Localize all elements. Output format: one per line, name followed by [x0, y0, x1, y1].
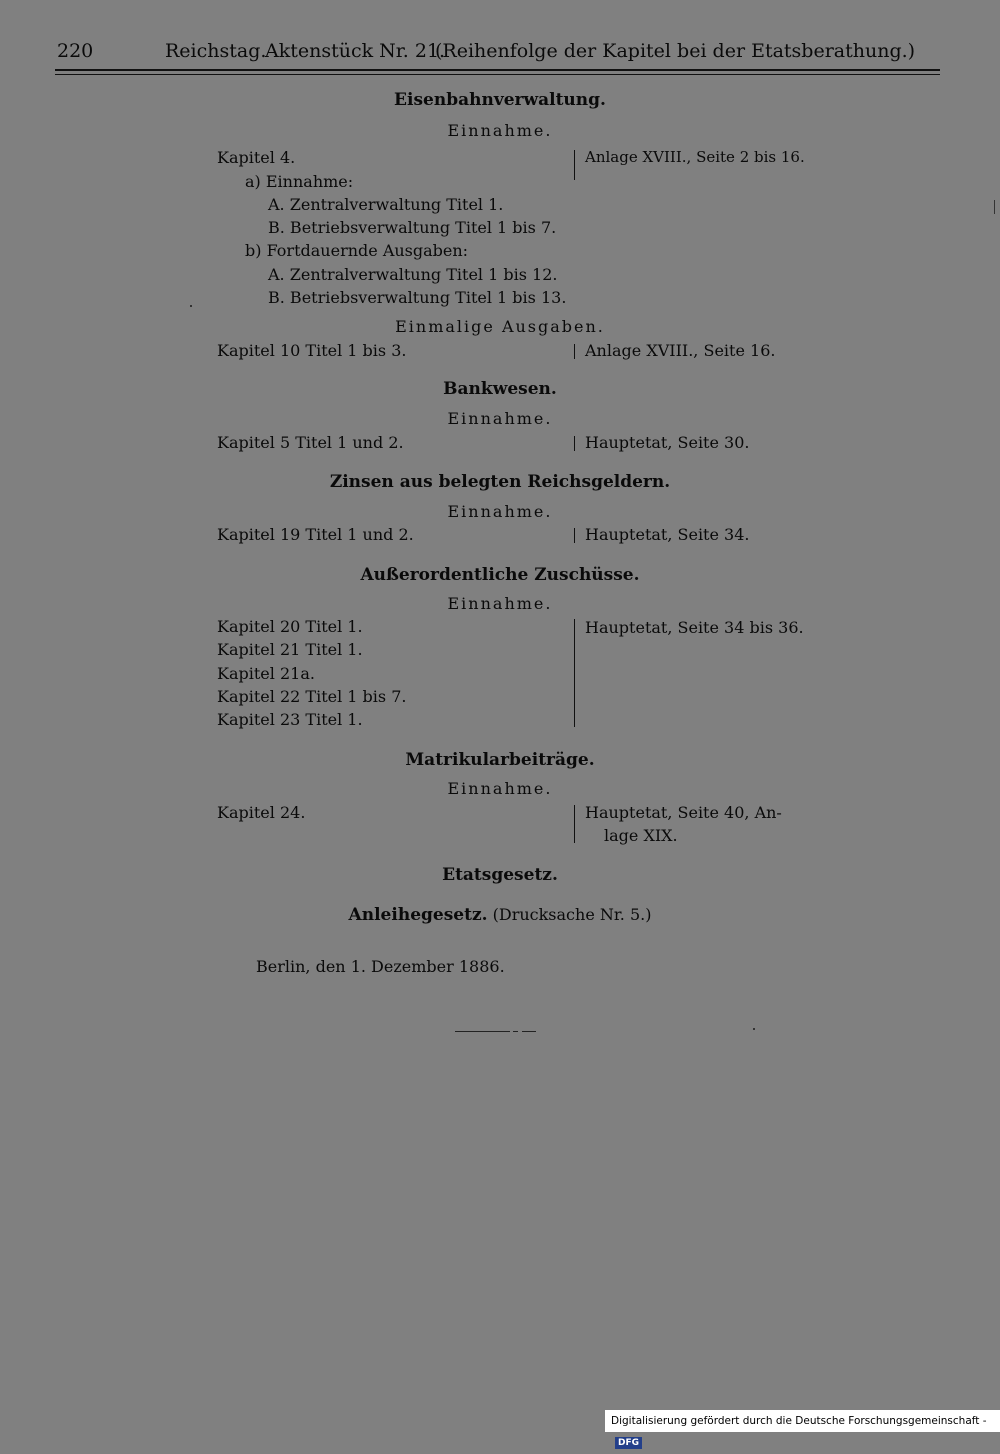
line-kapitel-4: Kapitel 4. — [217, 148, 296, 167]
section-title-zuschuesse: Außerordentliche Zuschüsse. — [360, 565, 640, 585]
reference-anlage-16: Anlage XVIII., Seite 16. — [585, 341, 776, 360]
header-subtitle: (Reihenfolge der Kapitel bei der Etatsberathung.) — [435, 40, 916, 62]
reference-hauptetat-30: Hauptetat, Seite 30. — [585, 433, 750, 452]
section-title-eisenbahnverwaltung: Eisenbahnverwaltung. — [394, 90, 606, 110]
header-reichstag: Reichstag. — [165, 40, 267, 62]
reference-hauptetat-40: Hauptetat, Seite 40, An- — [585, 803, 782, 822]
dfg-logo: DFG — [615, 1437, 642, 1449]
line-zentralverwaltung: A. Zentralverwaltung Titel 1. — [268, 195, 504, 214]
section-subtitle-einmalig: Einmalige Ausgaben. — [395, 317, 605, 336]
scan-speck — [190, 305, 192, 307]
reference-hauptetat-34: Hauptetat, Seite 34. — [585, 525, 750, 544]
section-subtitle: Einnahme. — [447, 779, 553, 798]
column-divider — [574, 528, 575, 543]
column-divider — [574, 805, 575, 843]
scan-speck — [753, 1028, 755, 1030]
digitization-footer — [605, 1410, 1000, 1448]
page-number: 220 — [57, 40, 94, 62]
line-kapitel-24: Kapitel 24. — [217, 803, 306, 822]
end-rule — [455, 1031, 510, 1032]
line-kapitel-22: Kapitel 22 Titel 1 bis 7. — [217, 687, 407, 706]
line-zentralverwaltung-ausgaben: A. Zentralverwaltung Titel 1 bis 12. — [268, 265, 558, 284]
line-fortdauernde-ausgaben: b) Fortdauernde Ausgaben: — [245, 241, 469, 260]
section-subtitle: Einnahme. — [447, 502, 553, 521]
section-subtitle: Einnahme. — [447, 594, 553, 613]
line-einnahme: a) Einnahme: — [245, 172, 354, 191]
anleihegesetz-note: (Drucksache Nr. 5.) — [492, 905, 652, 924]
column-divider — [574, 150, 575, 180]
line-kapitel-20: Kapitel 20 Titel 1. — [217, 617, 363, 636]
line-betriebsverwaltung-ausgaben: B. Betriebsverwaltung Titel 1 bis 13. — [268, 288, 567, 307]
footer-text: Digitalisierung gefördert durch die Deutsche Forschungsgemeinschaft - — [611, 1415, 987, 1427]
line-kapitel-23: Kapitel 23 Titel 1. — [217, 710, 363, 729]
section-title-etatsgesetz: Etatsgesetz. — [442, 865, 558, 885]
closing-date-line: Berlin, den 1. Dezember 1886. — [256, 957, 505, 976]
section-subtitle: Einnahme. — [447, 121, 553, 140]
section-subtitle: Einnahme. — [447, 409, 553, 428]
header-rule — [55, 69, 940, 71]
line-kapitel-21a: Kapitel 21a. — [217, 664, 315, 683]
column-divider — [574, 344, 575, 359]
anleihegesetz-line — [0, 905, 1000, 925]
reference-anlage: Anlage XVIII., Seite 2 bis 16. — [585, 148, 805, 166]
header-aktenstueck: Aktenstück Nr. 21. — [265, 40, 446, 62]
reference-hauptetat-34-36: Hauptetat, Seite 34 bis 36. — [585, 618, 804, 637]
column-divider — [574, 619, 575, 727]
line-kapitel-10: Kapitel 10 Titel 1 bis 3. — [217, 341, 407, 360]
section-title-zinsen: Zinsen aus belegten Reichsgeldern. — [329, 472, 671, 492]
line-kapitel-19: Kapitel 19 Titel 1 und 2. — [217, 525, 414, 544]
line-betriebsverwaltung: B. Betriebsverwaltung Titel 1 bis 7. — [268, 218, 557, 237]
section-title-bankwesen: Bankwesen. — [443, 379, 557, 399]
line-kapitel-21: Kapitel 21 Titel 1. — [217, 640, 363, 659]
reference-anlage-xix: lage XIX. — [604, 826, 678, 845]
scan-speck — [994, 200, 995, 214]
section-title-matrikularbeitraege: Matrikularbeiträge. — [405, 750, 595, 770]
header-rule-thin — [55, 74, 940, 75]
line-kapitel-5: Kapitel 5 Titel 1 und 2. — [217, 433, 404, 452]
end-rule-dot — [513, 1031, 518, 1032]
anleihegesetz-title: Anleihegesetz. — [348, 905, 488, 925]
column-divider — [574, 436, 575, 451]
end-rule-tail — [522, 1031, 536, 1032]
